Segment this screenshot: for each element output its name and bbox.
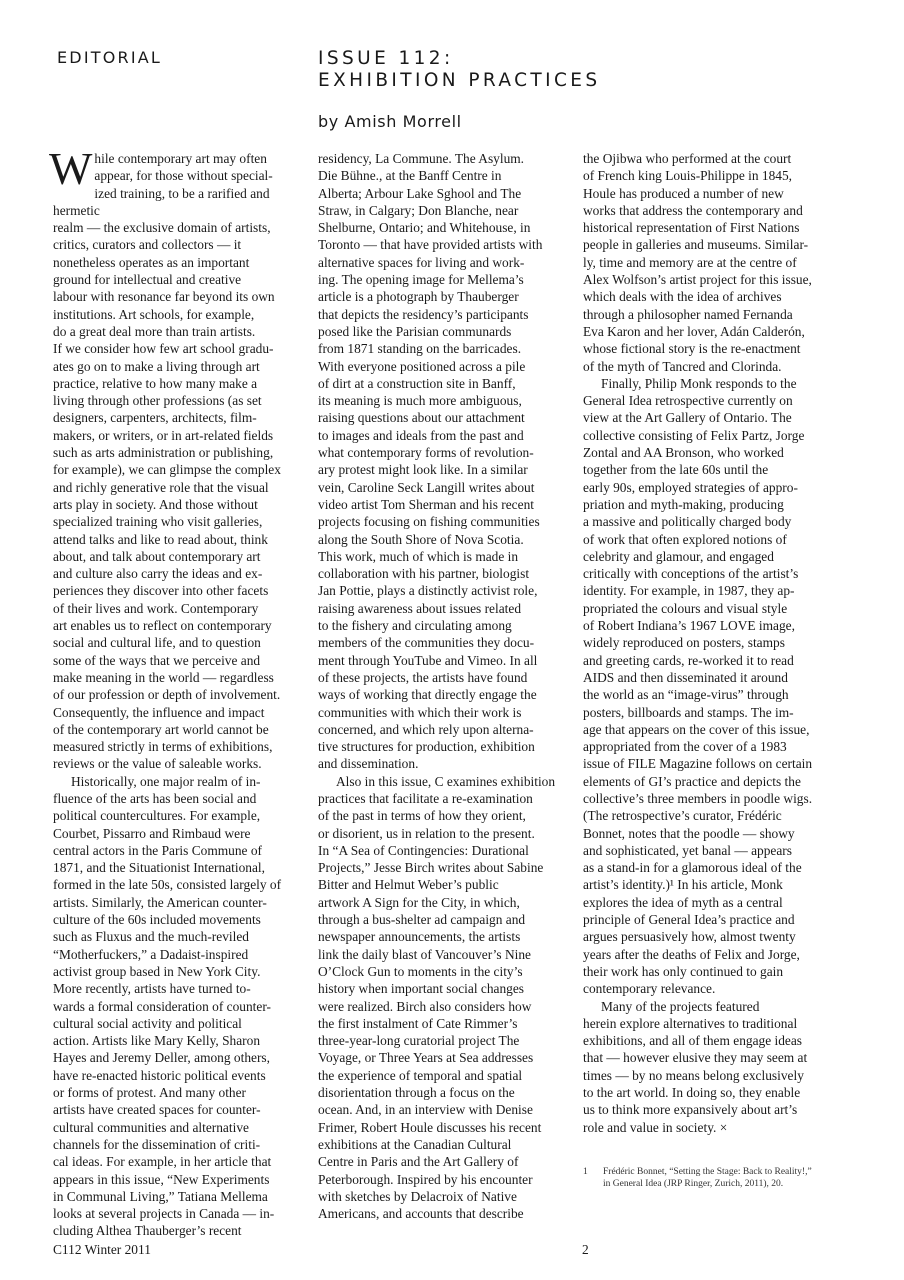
issue-title — [318, 48, 601, 92]
footnote-text: Frédéric Bonnet, “Setting the Stage: Back to Reality!,” in General Idea (JRP Ringer, Zurich, 2011), 20. — [603, 1167, 812, 1189]
article-column-3 — [583, 150, 845, 1136]
paragraph: Many of the projects featured herein explore alternatives to traditional exhibitions, and all of them engage ideas that — however elusive they may seem at times — by no means belong exclusively to the art world. In doing so, they enable us to think more expansively about art’s role and value in society. × — [583, 998, 808, 1135]
paragraph: Also in this issue, C examines exhibition practices that facilitate a re-examination of the past in terms of how they orient, or disorient, us in relation to the present. In “A Sea of Contingencies: Durational Projects,” Jesse Birch writes about Sabine Bitter and Helmut Weber’s public artwork A Sign for the City, in which, through a bus-shelter ad campaign and newspaper announcements, the artists link the daily blast of Vancouver’s Nine O’Clock Gun to moments in the city’s history when important social changes were realized. Birch also considers how the first instalment of Cate Rimmer’s three-year-long curatorial project The Voyage, or Three Years at Sea addresses the experience of temporal and spatial disorientation through a focus on the ocean. And, in an interview with Denise Frimer, Robert Houle discusses his recent exhibitions at the Canadian Cultural Centre in Paris and the Art Gallery of Peterborough. Inspired by his encounter with sketches by Delacroix of Native Americans, and accounts that describe — [318, 773, 556, 1222]
issue-title-line1: ISSUE 112: — [318, 48, 454, 69]
article-column-2 — [318, 150, 570, 1222]
byline: by Amish Morrell — [318, 112, 462, 131]
paragraph: hile contemporary art may often appear, for those without special- ized training, to be a rarified and hermetic realm — the exclusive domain of artists, critics, curators and collectors — it nonetheless operates as an important ground for intellectual and creative labour with resonance far beyond its own institutions. Art schools, for example, do a great deal more than train artists. If we consider how few art school gradu- ates go on to make a living through art practice, relative to how many make a living through other professions (as set designers, carpenters, architects, film- makers, or writers, or in art-related fields such as arts administration or publishing, for example), we can glimpse the complex and richly generative role that the visual arts play in society. And those without specialized training who visit galleries, attend talks and like to read about, think about, and talk about contemporary art and culture also carry the ideas and ex- periences they discover into other facets of their lives and work. Contemporary art enables us to reflect on contemporary social and cultural life, and to question some of the ways that we perceive and make meaning in the world — regardless of our profession or depth of involvement. Consequently, the influence and impact of the contemporary art world cannot be measured strictly in terms of exhibitions, reviews or the value of saleable works. — [53, 151, 281, 772]
footnote-number: 1 — [583, 1167, 588, 1177]
section-label: EDITORIAL — [57, 48, 163, 67]
drop-cap: W — [49, 143, 93, 194]
paragraph: residency, La Commune. The Asylum. Die Bühne., at the Banff Centre in Alberta; Arbour Lake Sghool and The Straw, in Calgary; Don Blanche, near Shelburne, Ontario; and Whitehouse, in Toronto — that have provided artists with alternative spaces for living and work- ing. The opening image for Mellema’s article is a photograph by Thauberger that depicts the residency’s participants posed like the Parisian communards from 1871 standing on the barricades. With everyone positioned across a pile of dirt at a construction site in Banff, its meaning is much more ambiguous, raising questions about our attachment to images and ideals from the past and what contemporary forms of revolution- ary protest might look like. In a similar vein, Caroline Seck Langill writes about video artist Tom Sherman and his recent projects focusing on fishing communities along the South Shore of Nova Scotia. This work, much of which is made in collaboration with his partner, biologist Jan Pottie, plays a distinctly activist role, raising awareness about issues related to the fishery and circulating among members of the communities they docu- ment through YouTube and Vimeo. In all of these projects, the artists have found ways of working that directly engage the communities with which their work is concerned, and which rely upon alterna- tive structures for production, exhibition and dissemination. — [318, 151, 543, 772]
article-column-1 — [49, 143, 305, 1240]
footnote — [583, 1166, 845, 1190]
paragraph: Finally, Philip Monk responds to the General Idea retrospective currently on view at the Art Gallery of Ontario. The collective consisting of Felix Partz, Jorge Zontal and AA Bronson, who worked together from the late 60s until the early 90s, employed strategies of appro- priation and myth-making, producing a massive and politically charged body of work that often explored notions of celebrity and glamour, and engaged critically with conceptions of the artist’s identity. For example, in 1987, they ap- propriated the colours and visual style of Robert Indiana’s 1967 LOVE image, widely reproduced on posters, stamps and greeting cards, re-worked it to read AIDS and then disseminated it around the world as an “image-virus” through posters, billboards and stamps. The im- age that appears on the cover of this issue, appropriated from the cover of a 1983 issue of FILE Magazine follows on certain elements of GI’s practice and depicts the collective’s three members in poodle wigs. (The retrospective’s curator, Frédéric Bonnet, notes that the poodle — showy and sophisticated, yet banal — appears as a stand-in for a glamorous ideal of the artist’s identity.)¹ In his article, Monk explores the idea of myth as a central principle of General Idea’s practice and argues persuasively how, almost twenty years after the deaths of Felix and Jorge, their work has only continued to gain contemporary relevance. — [583, 375, 813, 997]
issue-title-line2: EXHIBITION PRACTICES — [318, 70, 601, 91]
paragraph: Historically, one major realm of in- fluence of the arts has been social and political countercultures. For example, Courbet, Pissarro and Rimbaud were central actors in the Paris Commune of 1871, and the Situationist International, formed in the late 50s, consisted largely of artists. Similarly, the American counter- culture of the 60s included movements such as Fluxus and the much-reviled “Motherfuckers,” a Dadaist-inspired activist group based in New York City. More recently, artists have turned to- wards a formal consideration of counter- cultural social activity and political action. Artists like Mary Kelly, Sharon Hayes and Jeremy Deller, among others, have re-enacted historic political events or forms of protest. And many other artists have created spaces for counter- cultural communities and alternative channels for the dissemination of criti- cal ideas. For example, in her article that appears in this issue, “New Experiments in Communal Living,” Tatiana Mellema looks at several projects in Canada — in- cluding Althea Thauberger’s recent — [53, 773, 282, 1239]
page-number: 2 — [582, 1242, 589, 1257]
footer-issue-label: C112 Winter 2011 — [53, 1242, 151, 1257]
paragraph: the Ojibwa who performed at the court of French king Louis-Philippe in 1845, Houle has produced a number of new works that address the contemporary and historical representation of First Nations people in galleries and museums. Similar- ly, time and memory are at the centre of Alex Wolfson’s artist project for this issue, which deals with the idea of archives through a philosopher named Fernanda Eva Karon and her lover, Adán Calderón, whose fictional story is the re-enactment of the myth of Tancred and Clorinda. — [583, 151, 812, 374]
